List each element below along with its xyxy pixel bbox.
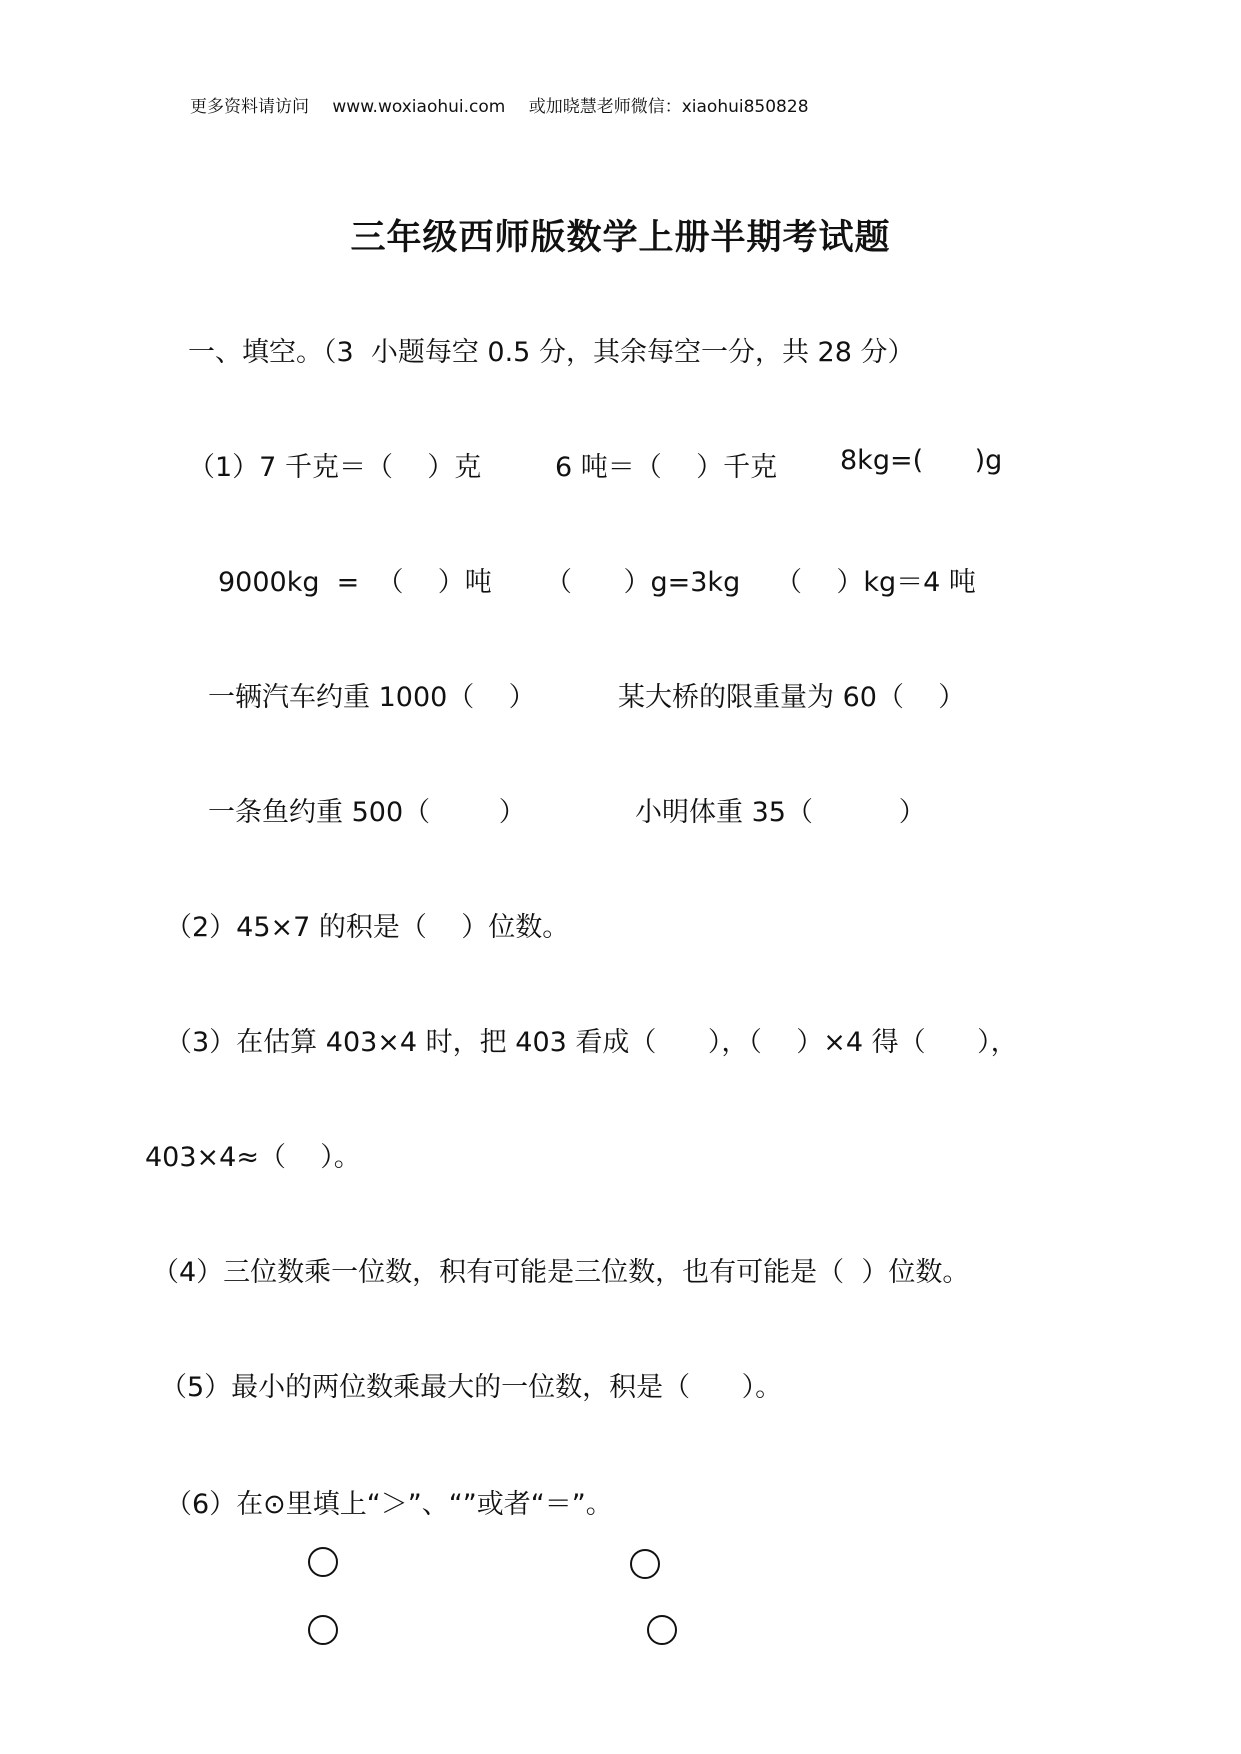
q1-item: （1）7 千克＝（ ）克 [188, 452, 482, 483]
page-header [190, 92, 827, 117]
q1-item: 6 吨＝（ ）千克 [555, 452, 778, 483]
compare-circle[interactable] [308, 1547, 338, 1577]
question-6: （6）在⊙里填上“＞”、“”或者“＝”。 [165, 1489, 613, 1520]
question-3-continued: 403×4≈（ ）。 [145, 1142, 361, 1173]
header-wechat: 或加晓慧老师微信：xiaohui850828 [528, 97, 809, 117]
question-5: （5）最小的两位数乘最大的一位数，积是（ ）。 [160, 1372, 783, 1403]
compare-circle[interactable] [308, 1615, 338, 1645]
q1-item: 8kg=( )g [840, 445, 1003, 476]
header-url[interactable]: www.woxiaohui.com [332, 97, 506, 117]
section-heading: 一、填空。（3 小题每空 0.5 分，其余每空一分，共 28 分） [188, 337, 915, 368]
q1-item: 小明体重 35（ ） [635, 797, 926, 828]
q1-item: 某大桥的限重量为 60（ ） [618, 682, 966, 713]
compare-circle[interactable] [630, 1549, 660, 1579]
q1-item: 一条鱼约重 500（ ） [208, 797, 526, 828]
q1-item: 9000kg = （ ）吨 [218, 567, 492, 598]
compare-circle[interactable] [647, 1615, 677, 1645]
q1-item: （ ）kg＝4 吨 [775, 567, 976, 598]
page-title: 三年级西师版数学上册半期考试题 [350, 217, 891, 258]
question-2: （2）45×7 的积是（ ）位数。 [165, 912, 570, 943]
question-3: （3）在估算 403×4 时，把 403 看成（ ），（ ）×4 得（ ）， [165, 1027, 1018, 1058]
header-text: 更多资料请访问 [190, 97, 309, 117]
q1-item: 一辆汽车约重 1000（ ） [208, 682, 536, 713]
question-4: （4）三位数乘一位数，积有可能是三位数，也有可能是（ ）位数。 [152, 1257, 970, 1288]
q1-item: （ ）g=3kg [545, 567, 741, 598]
